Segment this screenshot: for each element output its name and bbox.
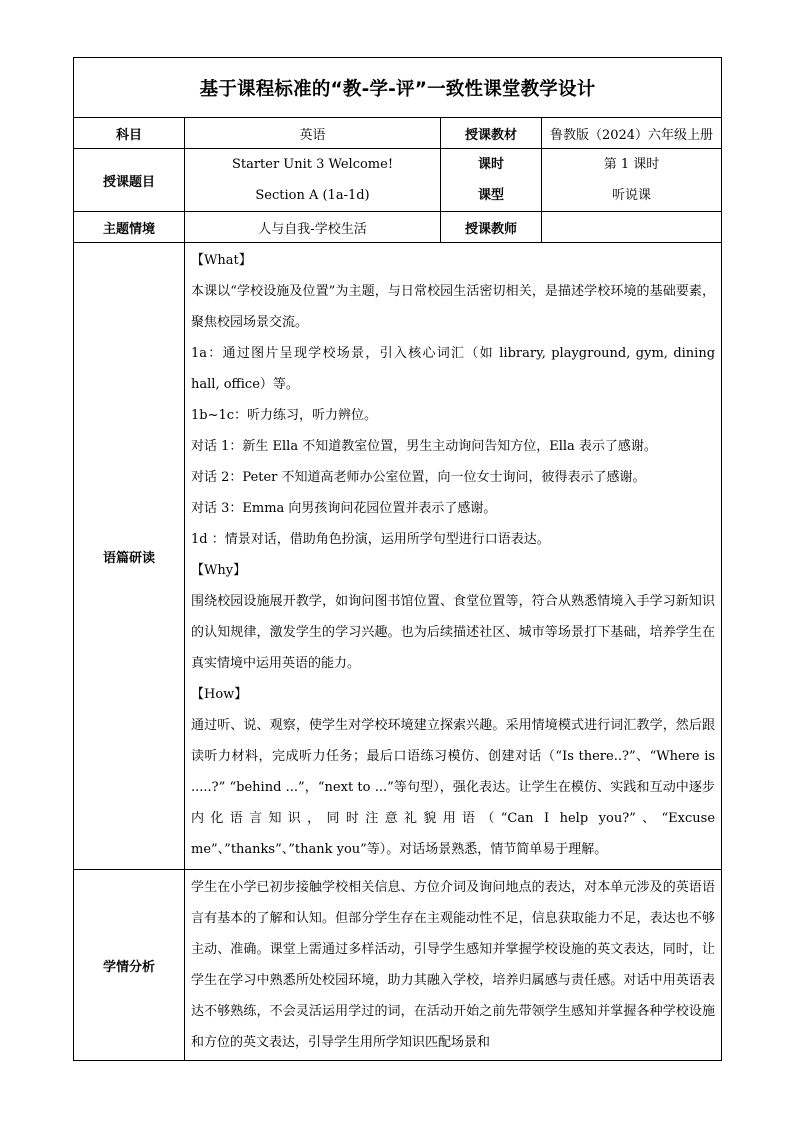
teacher-label: 授课教师 — [441, 212, 542, 243]
topic-label: 授课题目 — [74, 149, 185, 212]
subject-label: 科目 — [74, 118, 185, 149]
theme-label: 主题情境 — [74, 212, 185, 243]
topic-line-2: Section A (1a-1d) — [255, 188, 370, 203]
lesson-design-table — [73, 57, 722, 1061]
material-label: 授课教材 — [441, 118, 542, 149]
type-value: 听说课 — [612, 188, 652, 203]
topic-value — [185, 149, 441, 212]
activity-1a: 1a：通过图片呈现学校场景，引入核心词汇（如 library, playground, gym, dining hall, office）等。 — [191, 346, 716, 392]
activity-1d: 1d ：情景对话，借助角色扮演，运用所学句型进行口语表达。 — [191, 532, 550, 547]
dialogue-3: 对话 3：Emma 向男孩询问花园位置并表示了感谢。 — [191, 501, 497, 516]
period-label: 课时 — [477, 157, 504, 172]
text-study-content — [185, 243, 722, 870]
dialogue-1: 对话 1：新生 Ella 不知道教室位置，男生主动询问告知方位，Ella 表示了感谢。 — [191, 439, 657, 454]
activity-1b-1c: 1b~1c：听力练习，听力辨位。 — [191, 408, 378, 423]
period-type-values — [542, 149, 722, 212]
learner-analysis-content — [185, 870, 722, 1061]
document-title: 基于课程标准的“教-学-评”一致性课堂教学设计 — [74, 58, 722, 118]
how-paragraph: 通过听、说、观察，使学生对学校环境建立探索兴趣。采用情境模式进行词汇教学，然后跟读听力材料，完成听力任务；最后口语练习模仿、创建对话（“Is there..?”、“Where is .....?” “behind ...”，“next to ...”等句型），强化表达。让学生在模仿、实践和互动中逐步内化语言知识，同时注意礼貌用语（“Can I help you?”、“Excuse me”、”thanks”、”thank you”等）。对话场景熟悉，情节简单易于理解。 — [191, 718, 716, 857]
period-type-labels — [441, 149, 542, 212]
type-label: 课型 — [477, 188, 504, 203]
how-heading: 【How】 — [191, 687, 248, 702]
text-study-label: 语篇研读 — [74, 243, 185, 870]
subject-value: 英语 — [185, 118, 441, 149]
learner-analysis-label: 学情分析 — [74, 870, 185, 1061]
what-heading: 【What】 — [191, 253, 252, 268]
teacher-value — [542, 212, 722, 243]
learner-analysis-text: 学生在小学已初步接触学校相关信息、方位介词及询问地点的表达，对本单元涉及的英语语言有基本的了解和认知。但部分学生存在主观能动性不足，信息获取能力不足，表达也不够主动、准确。课堂上需通过多样活动，引导学生感知并掌握学校设施的英文表达，同时，让学生在学习中熟悉所处校园环境，助力其融入学校，培养归属感与责任感。对话中用英语表达不够熟练，不会灵活运用学过的词，在活动开始之前先带领学生感知并掌握各种学校设施和方位的英文表达，引导学生用所学知识匹配场景和 — [191, 880, 716, 1050]
topic-line-1: Starter Unit 3 Welcome! — [231, 157, 394, 172]
why-heading: 【Why】 — [191, 563, 247, 578]
dialogue-2: 对话 2：Peter 不知道高老师办公室位置，向一位女士询问，彼得表示了感谢。 — [191, 470, 646, 485]
theme-value: 人与自我-学校生活 — [185, 212, 441, 243]
why-paragraph: 围绕校园设施展开教学，如询问图书馆位置、食堂位置等，符合从熟悉情境入手学习新知识的认知规律，激发学生的学习兴趣。也为后续描述社区、城市等场景打下基础，培养学生在真实情境中运用英语的能力。 — [191, 594, 716, 671]
what-paragraph: 本课以“学校设施及位置”为主题，与日常校园生活密切相关，是描述学校环境的基础要素，聚焦校园场景交流。 — [191, 284, 716, 330]
period-value: 第 1 课时 — [603, 157, 660, 172]
material-value: 鲁教版（2024）六年级上册 — [542, 118, 722, 149]
